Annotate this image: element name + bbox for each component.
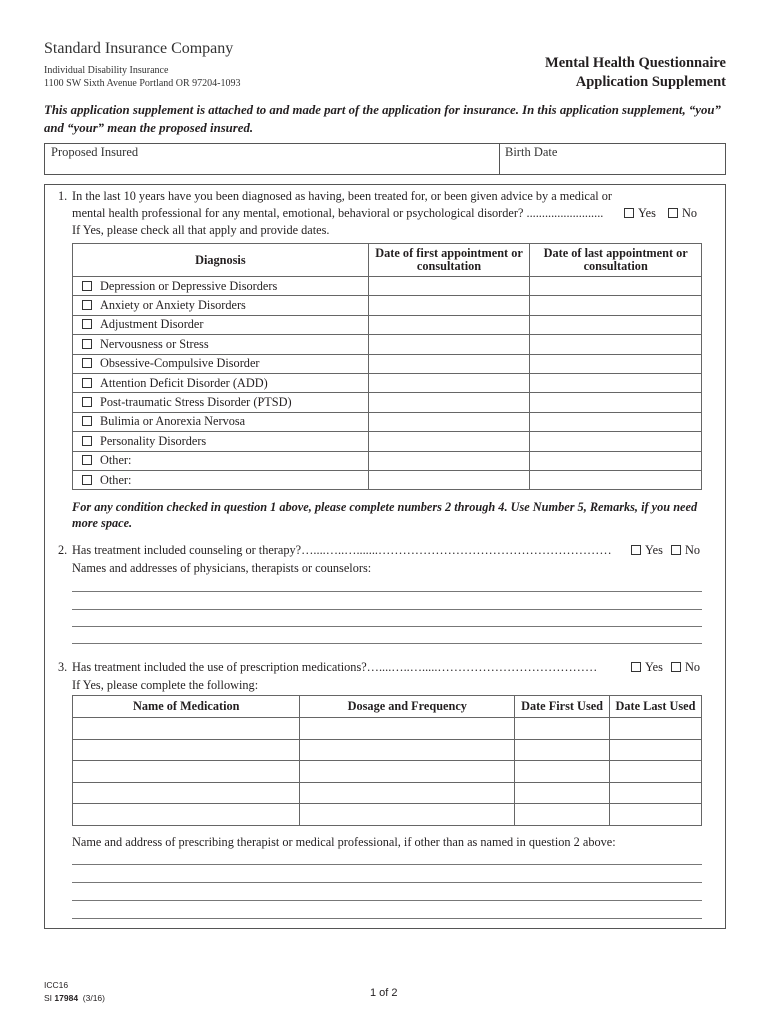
medication-table — [72, 695, 702, 826]
medication-name-cell[interactable] — [73, 718, 300, 740]
date-last-used-cell[interactable] — [610, 718, 702, 740]
q2-yes-option[interactable] — [631, 543, 663, 558]
diagnosis-row — [73, 451, 702, 470]
diagnosis-row — [73, 335, 702, 354]
dosage-cell[interactable] — [300, 739, 515, 761]
dosage-cell[interactable] — [300, 761, 515, 783]
diagnosis-row — [73, 373, 702, 392]
division-name: Individual Disability Insurance — [44, 65, 169, 76]
first-appointment-date-cell[interactable] — [368, 451, 530, 470]
last-appointment-date-cell[interactable] — [530, 412, 702, 431]
diagnosis-label: Depression or Depressive Disorders — [100, 278, 278, 293]
medication-row — [73, 761, 702, 783]
diagnosis-row — [73, 393, 702, 412]
date-first-used-header: Date First Used — [515, 696, 610, 718]
dosage-header: Dosage and Frequency — [300, 696, 515, 718]
q1-no-checkbox[interactable] — [668, 208, 678, 218]
medication-row — [73, 804, 702, 826]
first-appointment-date-cell[interactable] — [368, 393, 530, 412]
diagnosis-row — [73, 277, 702, 296]
last-appointment-date-cell[interactable] — [530, 470, 702, 489]
last-appointment-date-cell[interactable] — [530, 451, 702, 470]
q1-line3: If Yes, please check all that apply and provide dates. — [72, 223, 330, 237]
diagnosis-label: Nervousness or Stress — [100, 336, 209, 351]
date-last-used-cell[interactable] — [610, 761, 702, 783]
first-appointment-date-cell[interactable] — [368, 354, 530, 373]
diagnosis-header: Diagnosis — [73, 244, 369, 277]
q3-no-checkbox[interactable] — [671, 662, 681, 672]
medication-header-row — [73, 696, 702, 718]
page-number: 1 of 2 — [370, 987, 398, 999]
medication-row — [73, 718, 702, 740]
diagnosis-cell — [73, 296, 369, 315]
medication-name-cell[interactable] — [73, 739, 300, 761]
diagnosis-label: Anxiety or Anxiety Disorders — [100, 298, 246, 313]
last-appointment-header: Date of last appointment or consultation — [530, 244, 702, 277]
date-first-used-cell[interactable] — [515, 782, 610, 804]
q3-no-option[interactable] — [671, 660, 700, 675]
diagnosis-label: Post-traumatic Stress Disorder (PTSD) — [100, 395, 292, 410]
diagnosis-row — [73, 354, 702, 373]
medication-name-header: Name of Medication — [73, 696, 300, 718]
date-last-used-cell[interactable] — [610, 782, 702, 804]
q2-answer-line[interactable] — [72, 609, 702, 610]
diagnosis-table — [72, 243, 702, 490]
last-appointment-date-cell[interactable] — [530, 354, 702, 373]
first-appointment-date-cell[interactable] — [368, 373, 530, 392]
company-address: 1100 SW Sixth Avenue Portland OR 97204-1093 — [44, 78, 241, 89]
form-number — [44, 993, 105, 1003]
q3-number: 3. — [58, 660, 68, 674]
q1-yes-checkbox[interactable] — [624, 208, 634, 218]
q2-no-checkbox[interactable] — [671, 545, 681, 555]
diagnosis-row — [73, 412, 702, 431]
diagnosis-cell — [73, 373, 369, 392]
q1-number: 1. — [58, 189, 68, 203]
diagnosis-label: Bulimia or Anorexia Nervosa — [100, 414, 246, 429]
diagnosis-checkbox[interactable] — [82, 416, 92, 426]
q1-yes-option[interactable] — [624, 206, 656, 221]
diagnosis-cell — [73, 451, 369, 470]
q3-line2: If Yes, please complete the following: — [72, 678, 259, 692]
form-number-date: (3/16) — [78, 993, 105, 1003]
diagnosis-label: Other: — [100, 472, 132, 487]
last-appointment-date-cell[interactable] — [530, 315, 702, 334]
q2-number: 2. — [58, 543, 68, 557]
field-divider — [499, 144, 500, 174]
diagnosis-row — [73, 296, 702, 315]
q2-yes-label: Yes — [645, 543, 663, 557]
date-last-used-cell[interactable] — [610, 739, 702, 761]
medication-name-cell[interactable] — [73, 782, 300, 804]
q1-no-option[interactable] — [668, 206, 697, 221]
q2-line2: Names and addresses of physicians, therapists or counselors: — [72, 561, 372, 575]
diagnosis-header-row — [73, 244, 702, 277]
q1-yes-label: Yes — [638, 206, 656, 220]
diagnosis-checkbox[interactable] — [82, 455, 92, 465]
proposed-insured-field[interactable]: Proposed Insured — [51, 145, 139, 159]
prescriber-answer-line[interactable] — [72, 900, 702, 901]
dosage-cell[interactable] — [300, 804, 515, 826]
q3-yes-checkbox[interactable] — [631, 662, 641, 672]
q2-no-option[interactable] — [671, 543, 700, 558]
medication-name-cell[interactable] — [73, 761, 300, 783]
q2-answer-line[interactable] — [72, 626, 702, 627]
first-appointment-date-cell[interactable] — [368, 315, 530, 334]
dosage-cell[interactable] — [300, 782, 515, 804]
q1-line1: In the last 10 years have you been diagnosed as having, been treated for, or been given advice by a medical or — [72, 189, 613, 203]
first-appointment-date-cell[interactable] — [368, 432, 530, 451]
q1-line2: mental health professional for any mental, emotional, behavioral or psychological disorder? ......................... — [72, 206, 604, 220]
diagnosis-checkbox[interactable] — [82, 319, 92, 329]
first-appointment-date-cell[interactable] — [368, 277, 530, 296]
diagnosis-checkbox[interactable] — [82, 397, 92, 407]
form-code: ICC16 — [44, 980, 69, 990]
first-appointment-date-cell[interactable] — [368, 335, 530, 354]
q2-yes-checkbox[interactable] — [631, 545, 641, 555]
diagnosis-label: Other: — [100, 453, 132, 468]
date-first-used-cell[interactable] — [515, 718, 610, 740]
prescriber-answer-line[interactable] — [72, 882, 702, 883]
diagnosis-cell — [73, 277, 369, 296]
last-appointment-date-cell[interactable] — [530, 373, 702, 392]
last-appointment-date-cell[interactable] — [530, 432, 702, 451]
first-appointment-date-cell[interactable] — [368, 470, 530, 489]
diagnosis-cell — [73, 315, 369, 334]
q3-no-label: No — [685, 660, 701, 674]
date-first-used-cell[interactable] — [515, 739, 610, 761]
medication-row — [73, 739, 702, 761]
last-appointment-date-cell[interactable] — [530, 335, 702, 354]
last-appointment-date-cell[interactable] — [530, 277, 702, 296]
diagnosis-checkbox[interactable] — [82, 281, 92, 291]
form-number-value: 17984 — [54, 993, 79, 1003]
diagnosis-checkbox[interactable] — [82, 475, 92, 485]
diagnosis-row — [73, 315, 702, 334]
diagnosis-label: Personality Disorders — [100, 433, 207, 448]
first-appointment-date-cell[interactable] — [368, 296, 530, 315]
intro-statement: This application supplement is attached to and made part of the application for insurance. In this application supplement, “you” and “your” mean the proposed insured. — [44, 103, 721, 135]
diagnosis-checkbox[interactable] — [82, 436, 92, 446]
diagnosis-row — [73, 432, 702, 451]
diagnosis-cell — [73, 432, 369, 451]
diagnosis-checkbox[interactable] — [82, 339, 92, 349]
date-last-used-header: Date Last Used — [610, 696, 702, 718]
diagnosis-cell — [73, 335, 369, 354]
q2-line1: Has treatment included counseling or therapy?…....…..….......………………………………………………… — [72, 543, 612, 557]
q3-line1: Has treatment included the use of prescription medications?…....…..….....………………………………… — [72, 660, 598, 674]
prescriber-label: Name and address of prescribing therapist or medical professional, if other than as named in question 2 above: — [72, 835, 616, 849]
diagnosis-checkbox[interactable] — [82, 300, 92, 310]
date-first-used-cell[interactable] — [515, 804, 610, 826]
company-name: Standard Insurance Company — [44, 40, 234, 57]
diagnosis-cell — [73, 470, 369, 489]
date-first-used-cell[interactable] — [515, 761, 610, 783]
q2-answer-line[interactable] — [72, 591, 702, 592]
last-appointment-date-cell[interactable] — [530, 296, 702, 315]
q2-no-label: No — [685, 543, 701, 557]
diagnosis-cell — [73, 393, 369, 412]
diagnosis-row — [73, 470, 702, 489]
q3-yes-option[interactable] — [631, 660, 663, 675]
diagnosis-label: Obsessive-Compulsive Disorder — [100, 356, 260, 371]
medication-name-cell[interactable] — [73, 804, 300, 826]
instruction-note: For any condition checked in question 1 above, please complete numbers 2 through 4. Use Number 5, Remarks, if you need more space. — [72, 500, 698, 530]
diagnosis-checkbox[interactable] — [82, 358, 92, 368]
q2-answer-line[interactable] — [72, 643, 702, 644]
first-appointment-header: Date of first appointment or consultation — [368, 244, 530, 277]
birth-date-field[interactable]: Birth Date — [505, 145, 558, 159]
date-last-used-cell[interactable] — [610, 804, 702, 826]
diagnosis-label: Adjustment Disorder — [100, 317, 204, 332]
diagnosis-checkbox[interactable] — [82, 378, 92, 388]
form-number-prefix: SI — [44, 993, 55, 1003]
form-subtitle: Application Supplement — [575, 74, 726, 90]
last-appointment-date-cell[interactable] — [530, 393, 702, 412]
diagnosis-cell — [73, 354, 369, 373]
q1-no-label: No — [682, 206, 698, 220]
insured-info-box — [44, 143, 726, 175]
q3-yes-label: Yes — [645, 660, 663, 674]
diagnosis-cell — [73, 412, 369, 431]
first-appointment-date-cell[interactable] — [368, 412, 530, 431]
form-title: Mental Health Questionnaire — [545, 55, 726, 71]
dosage-cell[interactable] — [300, 718, 515, 740]
medication-row — [73, 782, 702, 804]
diagnosis-label: Attention Deficit Disorder (ADD) — [100, 375, 268, 390]
prescriber-answer-line[interactable] — [72, 918, 702, 919]
prescriber-answer-line[interactable] — [72, 864, 702, 865]
